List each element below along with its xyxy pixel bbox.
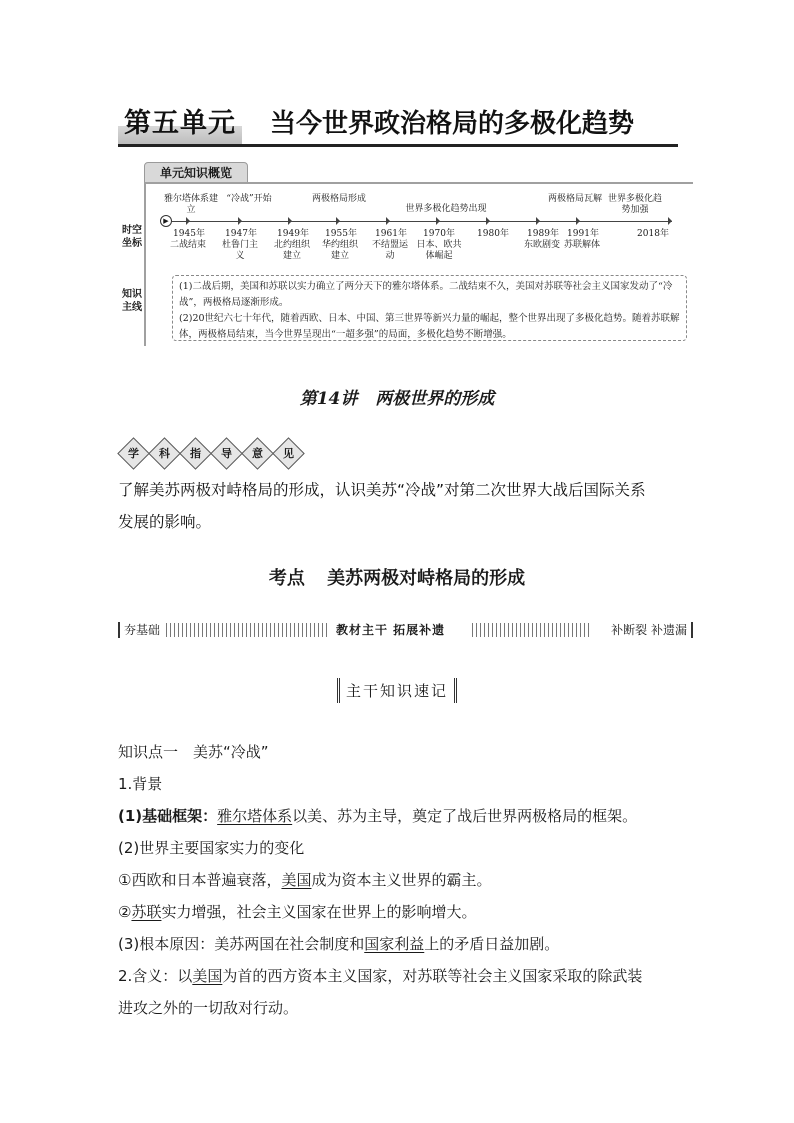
timeline-tick [486,217,490,225]
underlined-term: 美国 [192,967,223,985]
unit-underline [118,144,678,147]
banner-left: 夯基础 [124,623,161,637]
timeline-bottom-event: 北约组织建立 [273,240,310,261]
timeline-tick [386,217,390,225]
banner-hatch [472,623,590,637]
banner-bar [691,622,693,638]
timeline-tick [336,217,340,225]
unit-label: 第五单元 [118,104,242,144]
timeline-year: 1949年 [277,229,309,239]
guidance-line: 了解美苏两极对峙格局的形成，认识美苏“冷战”对第二次世界大战后国际关系 [118,481,646,499]
knowledge-point-title: 知识点一 美苏“冷战” [118,743,269,761]
timeline-year: 1991年 [567,229,599,239]
timeline-tick [536,217,540,225]
section-heading [0,678,794,703]
timeline-start-icon: ▶ [160,215,172,227]
timeline-tick [288,217,292,225]
timeline-bottom-event: 日本、欧共体崛起 [416,240,462,261]
guidance-text [118,474,698,538]
guidance-badges [122,442,303,464]
overview-tab: 单元知识概览 [144,162,248,184]
section-heading-text: 主干知识速记 [337,678,457,703]
subsection-heading: 1.背景 [118,775,163,793]
timeline-top-event: “冷战”开始 [226,194,272,204]
timeline-bottom-event: 不结盟运动 [371,240,408,261]
timeline-year: 1980年 [477,229,509,239]
timeline-bottom-event: 苏联解体 [563,240,600,250]
content-line: ②苏联实力增强，社会主义国家在世界上的影响增大。 [118,903,477,921]
content-line: 2.含义：以美国为首的西方资本主义国家，对苏联等社会主义国家采取的除武装 [118,967,643,985]
unit-title: 当今世界政治格局的多极化趋势 [270,109,635,139]
timeline-bottom-event: 二战结束 [169,240,206,250]
timeline-bottom-event: 华约组织建立 [321,240,358,261]
banner-right: 补断裂 补遗漏 [611,623,687,637]
timeline-bottom-event: 杜鲁门主义 [221,240,258,261]
timeline-top-event: 世界多极化趋势加强 [608,194,663,215]
timeline-tick [576,217,580,225]
guidance-badge: 学 [117,437,150,470]
banner-bar [118,622,120,638]
lecture-title [0,384,794,409]
guidance-badge: 见 [273,437,306,470]
timeline-year: 1947年 [225,229,257,239]
timeline-year: 2018年 [637,229,669,239]
content-line: ①西欧和日本普遍衰落，美国成为资本主义世界的霸主。 [118,871,492,889]
section-banner [118,620,693,640]
timeline-bottom-event: 东欧剧变 [523,240,560,250]
timeline-tick [186,217,190,225]
timeline-arrow-icon [668,217,672,225]
content-line: 进攻之外的一切敌对行动。 [118,999,299,1017]
timeline-year: 1989年 [527,229,559,239]
side-label-time: 时空坐标 [122,225,142,249]
guidance-badge: 指 [179,437,212,470]
guidance-badge: 导 [211,437,244,470]
timeline-tick [238,217,242,225]
guidance-line: 发展的影响。 [118,513,212,531]
timeline-year: 1955年 [325,229,357,239]
guidance-badge: 意 [242,437,275,470]
timeline-top-event: 雅尔塔体系建立 [164,194,219,215]
side-label-knowledge: 知识主线 [122,289,142,313]
timeline-tick [436,217,440,225]
timeline-top-event: 两极格局形成 [312,194,367,204]
knowledge-mainline-box [172,275,687,341]
timeline-top-event: 两极格局瓦解 [548,194,603,204]
underlined-term: 雅尔塔体系 [217,807,293,825]
content-line: (2)世界主要国家实力的变化 [118,839,305,857]
lecture-number: 第14讲 [299,389,358,409]
guidance-badge: 科 [148,437,181,470]
underlined-term: 苏联 [131,903,162,921]
exam-point-name: 美苏两极对峙格局的形成 [327,568,526,589]
exam-point-title [0,564,794,590]
timeline-year: 1970年 [423,229,455,239]
lecture-name: 两极世界的形成 [375,389,495,409]
underlined-term: 美国 [281,871,312,889]
timeline-year: 1945年 [173,229,205,239]
timeline-axis [172,221,672,222]
content-body [118,736,698,1024]
content-line: (1)基础框架：雅尔塔体系以美、苏为主导，奠定了战后世界两极格局的框架。 [118,807,638,825]
exam-point-label: 考点 [268,568,305,589]
timeline-year: 1961年 [375,229,407,239]
underlined-term: 国家利益 [364,935,425,953]
timeline-top-event: 世界多极化趋势出现 [405,204,487,214]
banner-middle: 教材主干 拓展补遗 [336,623,446,637]
banner-hatch [166,623,330,637]
unit-overview-box [118,158,693,346]
unit-header [118,104,678,146]
content-line: (3)根本原因：美苏两国在社会制度和国家利益上的矛盾日益加剧。 [118,935,560,953]
knowledge-paragraph: (2)20世纪六七十年代，随着西欧、日本、中国、第三世界等新兴力量的崛起，整个世界出现了多极化趋势。随着苏联解体，两极格局结束，当今世界呈现出“一超多强”的局面，多极化趋势不断增强。 [179,313,680,340]
knowledge-paragraph: (1)二战后期，美国和苏联以实力确立了两分天下的雅尔塔体系。二战结束不久，美国对苏联等社会主义国家发动了“冷战”，两极格局逐渐形成。 [179,281,673,308]
